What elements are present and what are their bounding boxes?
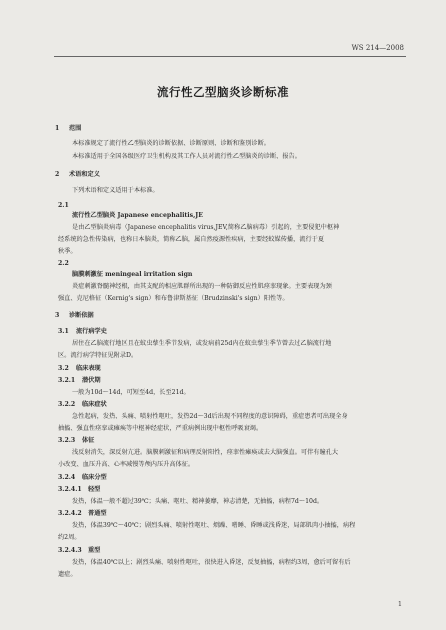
subsection-number: 3.1 xyxy=(58,328,69,335)
subsection-heading xyxy=(58,328,107,336)
subsection-heading xyxy=(58,486,100,494)
section-title: 术语和定义 xyxy=(69,171,100,178)
document-code: WS 214—2008 xyxy=(351,44,404,52)
section-number: 3 xyxy=(55,312,60,319)
section-title: 诊断依据 xyxy=(69,312,94,319)
subsection-number: 3.2.1 xyxy=(58,377,76,384)
subsection-number: 3.2.4.2 xyxy=(58,510,82,517)
subsection-heading xyxy=(58,547,100,555)
term-number: 2.2 xyxy=(58,260,69,267)
section-1-heading xyxy=(55,125,81,133)
subsection-number: 3.2 xyxy=(58,365,69,372)
paragraph: 本标准适用于全国各级医疗卫生机构及其工作人员对流行性乙型脑炎的诊断、报告。 xyxy=(72,153,301,160)
term-title: 流行性乙型脑炎 Japanese encephalitis,JE xyxy=(72,212,203,219)
paragraph: 一般为10d～14d，可短至4d，长至21d。 xyxy=(72,389,190,396)
term-title: 脑膜刺激征 meningeal irritation sign xyxy=(72,271,193,278)
term-number: 2.1 xyxy=(58,202,69,209)
section-3-heading xyxy=(55,312,94,320)
subsection-number: 3.2.4.3 xyxy=(58,547,82,554)
subsection-title: 轻型 xyxy=(88,486,101,493)
paragraph: 强直、克尼格征（Kernig's sign）和布鲁津斯基征（Brudzinski's sign）阳性等。 xyxy=(58,295,289,302)
paragraph: 发热，体温39℃～40℃；剧烈头痛、喷射性呕吐、烦躁、嗜睡、昏睡或浅昏迷，局部肌肉小抽搐，病程 xyxy=(72,522,356,529)
section-title: 范围 xyxy=(69,125,82,132)
subsection-number: 3.2.4 xyxy=(58,474,76,481)
paragraph: 秋季。 xyxy=(58,248,77,255)
subsection-title: 临床分型 xyxy=(82,474,107,481)
subsection-heading xyxy=(58,377,101,385)
subsection-title: 普通型 xyxy=(88,510,107,517)
subsection-number: 3.2.4.1 xyxy=(58,486,82,493)
paragraph: 居住在乙脑流行地区且在蚊虫孳生季节发病，或发病前25d内在蚊虫孳生季节曾去过乙脑流行地 xyxy=(72,340,332,347)
paragraph: 区。流行病学特征见附录D。 xyxy=(58,352,138,359)
paragraph: 炎症刺激脊髓神经根，由其支配的相应肌群所出现的一种防御反应性肌痉挛现象。主要表现为颈 xyxy=(72,283,332,290)
subsection-number: 3.2.3 xyxy=(58,437,76,444)
section-number: 2 xyxy=(55,171,60,178)
document-title: 流行性乙型脑炎诊断标准 xyxy=(157,85,289,99)
subsection-heading xyxy=(58,474,107,482)
paragraph: 浅反射消失，深反射亢进。脑膜刺激征和病理反射阳性，痉挛性瘫痪或去大脑强直。可伴有瞳孔大 xyxy=(72,449,339,456)
paragraph: 小改变、血压升高、心率减慢等颅内压升高体征。 xyxy=(58,461,195,468)
page-number: 1 xyxy=(397,600,402,608)
subsection-heading xyxy=(58,401,107,409)
paragraph: 经系统的急性传染病，也称日本脑炎，简称乙脑，属自然疫源性疾病，主要经蚊媒传播，流行于夏 xyxy=(58,236,325,243)
paragraph: 本标准规定了流行性乙型脑炎的诊断依据、诊断原则、诊断和鉴别诊断。 xyxy=(72,140,270,147)
paragraph: 抽搐、强直性痉挛或瘫痪等中枢神经症状，严重病例出现中枢性呼吸衰竭。 xyxy=(58,425,263,432)
subsection-title: 潜伏期 xyxy=(82,377,101,384)
subsection-title: 流行病学史 xyxy=(76,328,107,335)
subsection-heading xyxy=(58,437,94,445)
subsection-title: 体征 xyxy=(82,437,95,444)
subsection-title: 临床症状 xyxy=(82,401,107,408)
subsection-heading xyxy=(58,510,107,518)
paragraph: 急性起病，发热、头痛、喷射性呕吐，发热2d～3d后出现不同程度的意识障碍，重症患者可出现全身 xyxy=(72,413,348,420)
paragraph: 下列术语和定义适用于本标准。 xyxy=(72,187,159,194)
paragraph: 发热，体温一般不超过39℃；头痛、呕吐、精神萎靡，神志清楚，无抽搐，病程7d～10d。 xyxy=(72,498,324,505)
subsection-title: 临床表现 xyxy=(76,365,101,372)
section-2-heading xyxy=(55,171,100,179)
paragraph: 约2周。 xyxy=(58,534,81,541)
paragraph: 遗症。 xyxy=(58,571,77,578)
subsection-heading xyxy=(58,365,101,373)
paragraph: 发热，体温40℃以上；剧烈头痛、喷射性呕吐，很快进入昏迷，反复抽搐，病程约3周，愈后可留有后 xyxy=(72,559,351,566)
subsection-number: 3.2.2 xyxy=(58,401,76,408)
paragraph: 是由乙型脑炎病毒（Japanese encephalitis virus,JEV,简称乙脑病毒）引起的，主要侵犯中枢神 xyxy=(72,224,340,231)
subsection-title: 重型 xyxy=(88,547,101,554)
header-divider xyxy=(54,56,406,57)
section-number: 1 xyxy=(55,125,60,132)
